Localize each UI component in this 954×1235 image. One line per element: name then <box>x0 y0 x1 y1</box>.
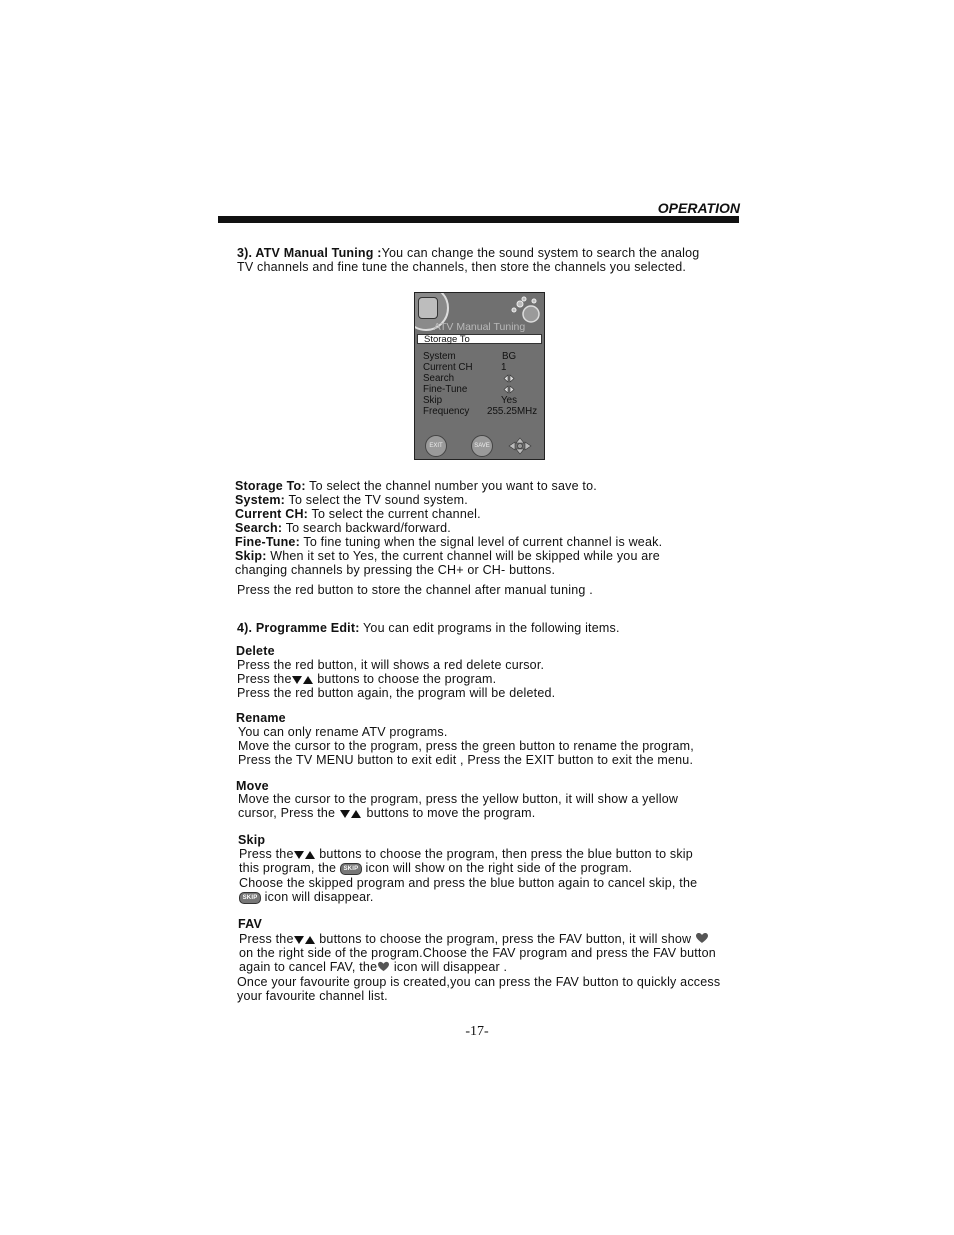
skip-line-1 <box>239 847 693 861</box>
move-line-2 <box>238 806 535 820</box>
delete-title: Delete <box>236 644 275 658</box>
skip-line-3: Choose the skipped program and press the blue button again to cancel skip, the <box>239 876 698 890</box>
skip-line-1b: buttons to choose the program, then press the blue button to skip <box>315 847 693 861</box>
rename-line-3: Press the TV MENU button to exit edit , Press the EXIT button to exit the menu. <box>238 753 694 767</box>
skip-line-2b: icon will show on the right side of the program. <box>361 861 633 875</box>
def-term: System: <box>235 493 286 507</box>
fav-line-1 <box>239 932 709 947</box>
osd-row-label: System <box>423 351 456 362</box>
fav-line-5: your favourite channel list. <box>237 989 388 1003</box>
left-right-arrows-icon <box>503 385 515 394</box>
atv-intro-1: You can change the sound system to search the analog <box>381 246 700 260</box>
osd-title: ATV Manual Tuning <box>433 321 526 333</box>
rename-line-1: You can only rename ATV programs. <box>238 725 448 739</box>
osd-row-value: 255.25MHz <box>487 406 538 417</box>
osd-row-label: Frequency <box>423 406 470 417</box>
def-skip-continued: changing channels by pressing the CH+ or CH- buttons. <box>235 563 556 577</box>
rename-title: Rename <box>236 711 286 725</box>
def-term: Fine-Tune: <box>235 535 300 549</box>
move-line-2a: cursor, Press the <box>238 806 339 820</box>
fav-line-1b: buttons to choose the program, press the FAV button, it will show <box>315 932 695 946</box>
skip-line-4b: icon will disappear. <box>261 890 374 904</box>
def-skip <box>235 549 660 563</box>
fav-line-3 <box>239 960 507 975</box>
skip-icon: SKIP <box>340 863 362 875</box>
def-term: Search: <box>235 521 283 535</box>
page-number: -17- <box>465 1024 489 1039</box>
osd-row-label: Search <box>423 373 455 384</box>
fav-line-3b: icon will disappear . <box>390 960 508 974</box>
def-desc: To fine tuning when the signal level of current channel is weak. <box>299 535 663 549</box>
delete-line-2 <box>237 672 496 686</box>
atv-heading: 3). ATV Manual Tuning : <box>237 246 382 260</box>
programme-edit-text: You can edit programs in the following items. <box>359 621 620 635</box>
skip-line-2a: this program, the <box>239 861 340 875</box>
fav-line-4: Once your favourite group is created,you can press the FAV button to quickly access <box>237 975 721 989</box>
move-title: Move <box>236 779 269 793</box>
programme-edit-intro <box>237 621 620 635</box>
osd-row-value: Yes <box>501 395 517 406</box>
delete-line-3: Press the red button again, the program will be deleted. <box>237 686 556 700</box>
heart-icon <box>695 932 709 947</box>
programme-edit-heading: 4). Programme Edit: <box>237 621 360 635</box>
move-line-2b: buttons to move the program. <box>362 806 536 820</box>
down-up-arrows-icon <box>292 674 314 685</box>
down-up-arrows-icon <box>294 934 316 945</box>
def-desc: To select the current channel. <box>308 507 481 521</box>
atv-intro-line-1 <box>237 246 699 260</box>
osd-screen <box>414 292 545 460</box>
fav-line-3a: again to cancel FAV, the <box>239 960 378 974</box>
heart-icon <box>377 961 390 975</box>
def-desc: To select the TV sound system. <box>285 493 468 507</box>
def-system <box>235 493 468 507</box>
def-fine-tune <box>235 535 662 549</box>
fav-line-2: on the right side of the program.Choose the FAV program and press the FAV button <box>239 946 716 960</box>
osd-row-value: 1 <box>501 362 507 373</box>
atv-intro-line-2: TV channels and fine tune the channels, then store the channels you selected. <box>237 260 687 274</box>
delete-line-2a: Press the <box>237 672 292 686</box>
def-storage-to <box>235 479 597 493</box>
fav-title: FAV <box>238 917 262 931</box>
osd-row-label: Skip <box>423 395 443 406</box>
person-icon <box>418 297 438 319</box>
def-term: Current CH: <box>235 507 309 521</box>
skip-icon: SKIP <box>239 892 261 904</box>
def-term: Skip: <box>235 549 267 563</box>
delete-line-2b: buttons to choose the program. <box>313 672 497 686</box>
delete-line-1: Press the red button, it will shows a red delete cursor. <box>237 658 545 672</box>
osd-row-label: Fine-Tune <box>423 384 468 395</box>
header-rule <box>218 216 739 223</box>
def-desc: To search backward/forward. <box>282 521 451 535</box>
navigation-pad-icon <box>507 437 533 455</box>
def-search <box>235 521 451 535</box>
left-right-arrows-icon <box>503 374 515 383</box>
move-line-1: Move the cursor to the program, press the yellow button, it will show a yellow <box>238 792 679 806</box>
skip-line-4 <box>239 890 374 904</box>
save-button[interactable]: SAVE <box>471 435 493 457</box>
store-note: Press the red button to store the channel after manual tuning . <box>237 583 593 597</box>
osd-row-value: BG <box>502 351 517 362</box>
skip-title: Skip <box>238 833 266 847</box>
exit-button[interactable]: EXIT <box>425 435 447 457</box>
skip-line-2 <box>239 861 632 875</box>
skip-line-1a: Press the <box>239 847 294 861</box>
osd-row-label: Current CH <box>423 362 473 373</box>
down-up-arrows-icon <box>294 849 316 860</box>
fav-line-1a: Press the <box>239 932 294 946</box>
section-title: OPERATION <box>657 200 740 216</box>
rename-line-2: Move the cursor to the program, press the green button to rename the program, <box>238 739 694 753</box>
def-desc: To select the channel number you want to save to. <box>305 479 597 493</box>
def-current-ch <box>235 507 481 521</box>
def-desc: When it set to Yes, the current channel will be skipped while you are <box>266 549 660 563</box>
def-term: Storage To: <box>235 479 306 493</box>
osd-selected-row[interactable]: Storage To <box>417 334 542 344</box>
down-up-arrows-icon <box>339 808 363 819</box>
